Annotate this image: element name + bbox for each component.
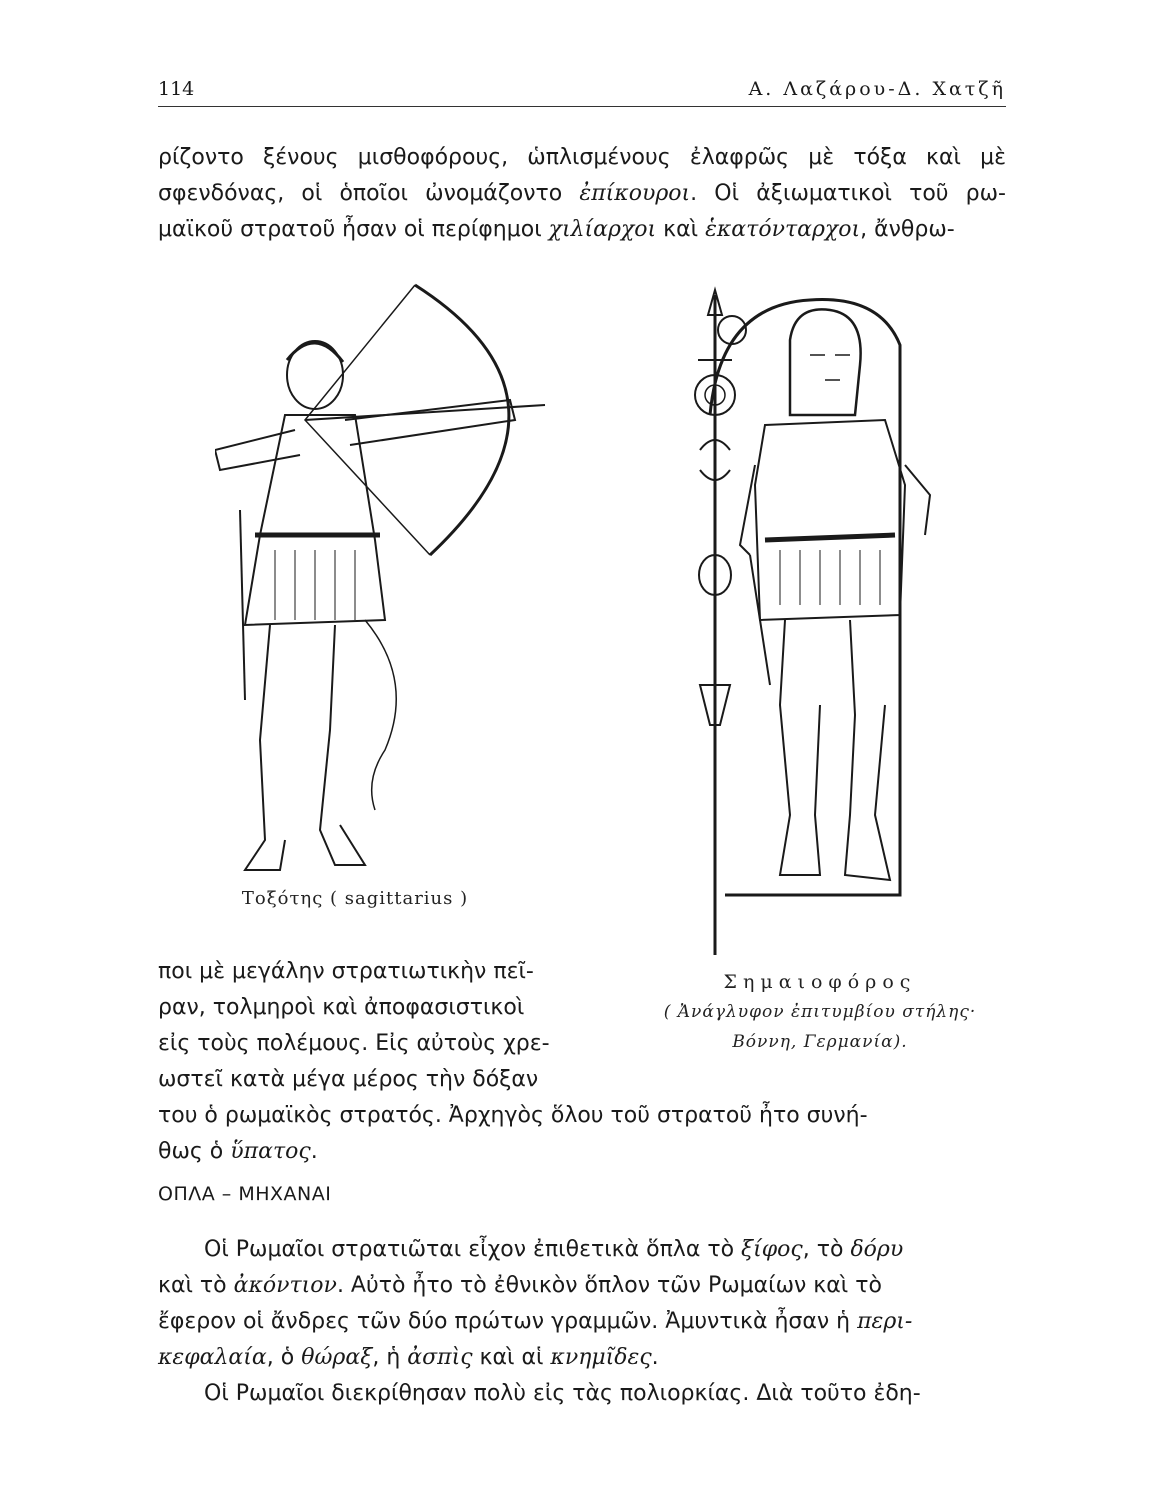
archer-right-leg (320, 625, 365, 865)
term-akontion: ἀκόντιον (233, 1273, 337, 1298)
term-dory: δόρυ (850, 1237, 904, 1262)
intro-line-3: μαϊκοῦ στρατοῦ ἦσαν οἱ περίφημοι χιλίαρχοι καὶ ἑκατόνταρχοι, ἄνθρω- (158, 217, 955, 242)
weapons-paragraph (158, 1232, 1006, 1376)
stele-niche (710, 300, 900, 895)
running-author: Α. Λαζάρου-Δ. Χατζῆ (748, 78, 1006, 100)
intro-line-2: σφενδόνας, οἱ ὁποῖοι ὠνομάζοντο ἐπίκουροι. Οἱ ἀξιωματικοὶ τοῦ ρω- (158, 181, 1006, 206)
archer-cloak (365, 620, 396, 810)
weapons-line-4: κεφαλαία, ὁ θώραξ, ἡ ἀσπὶς καὶ αἱ κνημῖδες. (158, 1345, 659, 1370)
bowstring (305, 285, 430, 555)
standard-bearer-figure (670, 285, 970, 965)
sword-icon (240, 510, 245, 700)
weapons-line-1: Οἱ Ρωμαῖοι στρατιῶται εἶχον ἐπιθετικὰ ὅπλα τὸ ξίφος, τὸ δόρυ (204, 1237, 904, 1262)
archer-figure (215, 280, 555, 880)
term-aspis: ἀσπὶς (407, 1345, 473, 1370)
term-knimides: κνημῖδες (550, 1345, 652, 1370)
intro-line-1: ρίζοντο ξένους μισθοφόρους, ὡπλισμένους ἐλαφρῶς μὲ τόξα καὶ μὲ (158, 145, 1006, 170)
term-kefalaia: κεφαλαία (158, 1345, 267, 1370)
intro-paragraph (158, 140, 1006, 248)
middle-paragraph-end (158, 1098, 1006, 1170)
weapons-line-3: ἔφερον οἱ ἄνδρες τῶν δύο πρώτων γραμμῶν. Ἀμυντικὰ ἦσαν ἡ περι- (158, 1309, 913, 1334)
bearer-belt (765, 535, 895, 540)
term-thorax: θώραξ (301, 1345, 373, 1370)
term-ekatontarchoi: ἑκατόνταρχοι (705, 217, 861, 242)
page-header (158, 76, 1006, 107)
standard-bearer-caption-line2: Βόννη, Γερμανία). (732, 1032, 908, 1052)
middle-line-3: εἰς τοὺς πολέμους. Εἰς αὐτοὺς χρε- (158, 1031, 550, 1056)
standard-bearer-caption-line1: ( Ἀνάγλυφον ἐπιτυμβίου στήλης· (663, 1002, 977, 1022)
archer-extended-arm (345, 400, 515, 445)
archer-drawing-arm (215, 430, 300, 470)
middle-line-4: ωστεῖ κατὰ μέγα μέρος τὴν δόξαν (158, 1067, 539, 1092)
bearer-torso (755, 420, 905, 620)
bow-icon (415, 285, 509, 555)
middle-line-2: ραν, τολμηροὶ καὶ ἀποφασιστικοὶ (158, 995, 525, 1020)
term-chiliarchoi: χιλίαρχοι (548, 217, 657, 242)
bearer-face (810, 355, 850, 380)
weapons-line-2: καὶ τὸ ἀκόντιον. Αὐτὸ ἦτο τὸ ἐθνικὸν ὅπλον τῶν Ρωμαίων καὶ τὸ (158, 1273, 882, 1298)
standard-bearer-caption-title: Σημαιοφόρος (723, 971, 917, 993)
middle-paragraph (158, 954, 588, 1098)
middle-line-5: του ὁ ρωμαϊκὸς στρατός. Ἀρχηγὸς ὅλου τοῦ στρατοῦ ἦτο συνή- (158, 1103, 868, 1128)
sieges-paragraph (158, 1376, 1006, 1412)
term-xiphos: ξίφος (741, 1237, 803, 1262)
archer-caption: Τοξότης ( sagittarius ) (241, 888, 469, 909)
middle-line-6: θως ὁ ὕπατος. (158, 1139, 318, 1164)
archer-illustration (215, 280, 555, 880)
page-number: 114 (158, 78, 195, 100)
bearer-left-leg (780, 620, 820, 875)
standard-bearer-illustration (670, 285, 970, 965)
section-heading: ΟΠΛΑ – ΜΗΧΑΝΑΙ (158, 1183, 332, 1205)
archer-apron (275, 550, 355, 620)
archer-hair (287, 343, 343, 362)
term-ypatos: ὕπατος (230, 1139, 311, 1164)
bearer-right-leg (845, 620, 890, 880)
term-peri: περι- (857, 1309, 913, 1334)
middle-line-1: ποι μὲ μεγάλην στρατιωτικὴν πεῖ- (158, 959, 534, 984)
term-epikouroi: ἐπίκουροι (579, 181, 691, 206)
sieges-line-1: Οἱ Ρωμαῖοι διεκρίθησαν πολὺ εἰς τὰς πολιορκίας. Διὰ τοῦτο ἐδη- (204, 1381, 921, 1406)
archer-left-leg (245, 625, 285, 870)
standard-bearer-caption (630, 967, 1010, 1057)
bearer-head (790, 309, 861, 415)
bearer-apron (780, 550, 880, 605)
